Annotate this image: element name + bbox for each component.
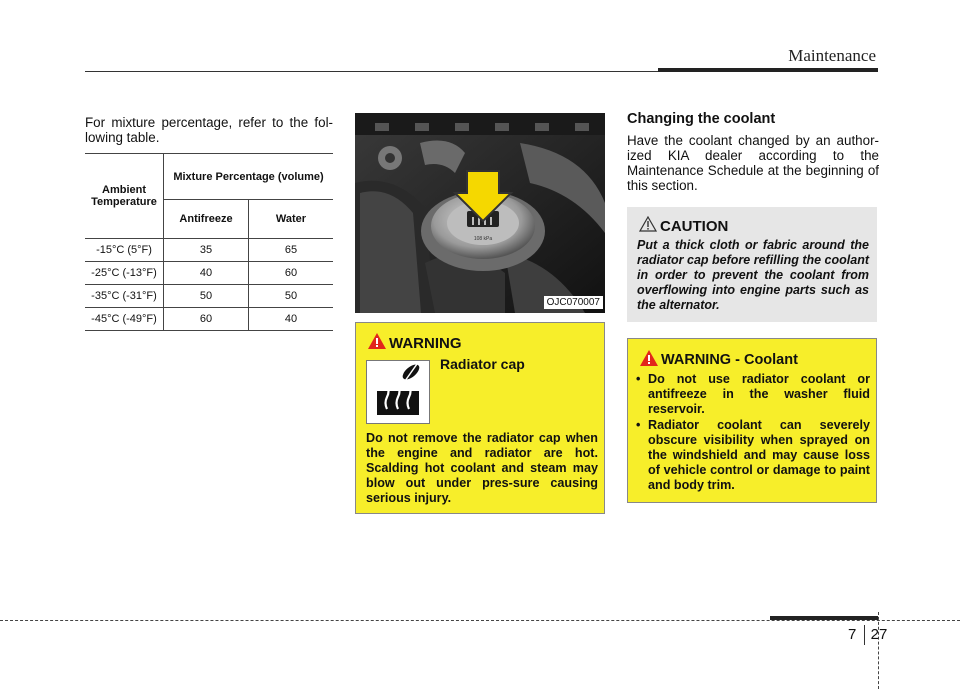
warning-heading [661,352,798,368]
warning-body: Do not remove the radiator cap when the engine and radiator are hot. Scalding hot coolant and steam may blow out under pres-sure causing serious injury. [366,431,598,505]
cell-antifreeze: 35 [164,239,249,262]
running-header: Maintenance [788,46,876,65]
section-body: Have the coolant changed by an author-ized KIA dealer according to the Maintenance Schedule at the beginning of this section. [627,133,879,193]
bullet-icon: • [636,372,641,386]
cell-temp: -15°C (5°F) [85,239,164,262]
col-header-mixture: Mixture Percentage (volume) [164,154,334,200]
header-rule [85,71,690,72]
table-row [85,262,333,285]
bullet-icon: • [636,418,641,432]
cell-temp: -35°C (-31°F) [85,285,164,308]
warning-radiator-cap-box [355,322,605,514]
cap-pressure-label: 108 kPa [473,236,493,242]
cell-temp: -45°C (-49°F) [85,308,164,331]
warning-heading-prefix: WARNING - [661,352,744,368]
list-item [636,418,870,493]
caution-heading: CAUTION [660,218,729,235]
cell-antifreeze: 50 [164,285,249,308]
table-row [85,239,333,262]
footer-rule-accent [770,616,878,620]
cell-water: 60 [249,262,334,285]
engine-bay-illustration [355,113,605,313]
hot-radiator-icon [366,360,430,424]
radiator-cap-photo [355,113,605,313]
warning-subheading: Radiator cap [440,356,525,372]
caution-triangle-icon [639,216,657,232]
cell-water: 65 [249,239,334,262]
mixture-table [85,153,333,331]
warning-triangle-icon [640,350,658,366]
footer-crop-line [878,612,879,689]
col-header-water: Water [249,200,334,239]
cell-water: 40 [249,308,334,331]
figure-code: OJC070007 [544,296,603,309]
table-row [85,308,333,331]
footer-rule [0,620,960,621]
section-title: Changing the coolant [627,111,776,127]
header-rule-accent [658,68,878,72]
warning-triangle-icon [368,333,386,349]
col-header-antifreeze: Antifreeze [164,200,249,239]
list-item [636,372,870,417]
chapter-number: 7 [848,626,857,643]
table-row [85,285,333,308]
list-item-text: Radiator coolant can severely obscure visibility when sprayed on the windshield and may cause loss of vehicle control or damage to paint and body trim. [648,418,870,492]
warning-coolant-box [627,338,877,503]
page-number: 27 [870,626,888,643]
warning-list [636,372,870,494]
col-header-ambient: Ambient Temperature [85,154,164,239]
warning-heading-topic: Coolant [743,352,798,368]
cell-antifreeze: 60 [164,308,249,331]
caution-body: Put a thick cloth or fabric around the radiator cap before refilling the coolant in order to prevent the coolant from overflowing into engine parts such as the alternator. [637,238,869,312]
cell-water: 50 [249,285,334,308]
cell-temp: -25°C (-13°F) [85,262,164,285]
intro-paragraph: For mixture percentage, refer to the fol-lowing table. [85,115,333,145]
warning-heading: WARNING [389,335,462,352]
caution-box [627,207,877,322]
cell-antifreeze: 40 [164,262,249,285]
list-item-text: Do not use radiator coolant or antifreeze in the washer fluid reservoir. [648,372,870,416]
